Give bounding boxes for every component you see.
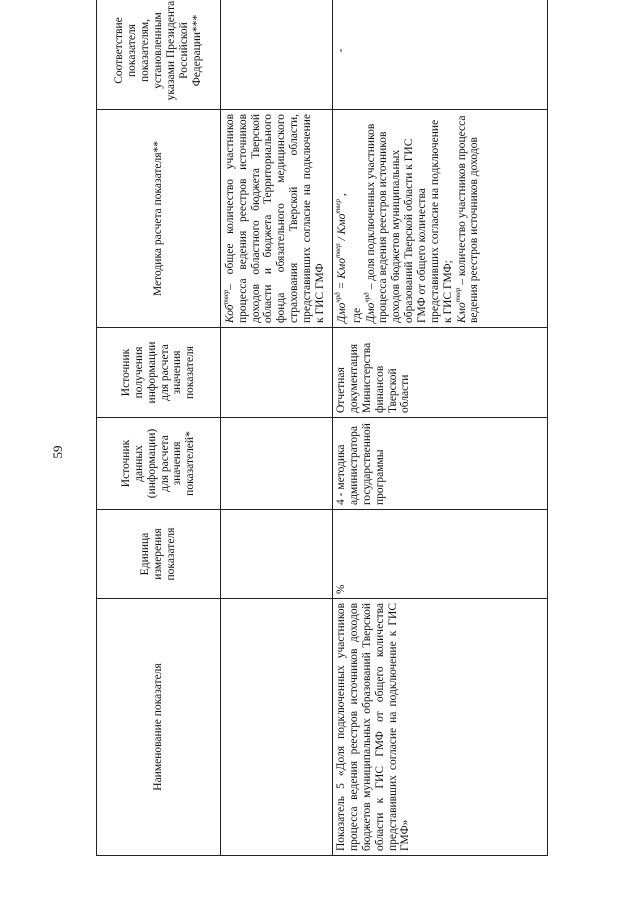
header-methodology: Методика расчета показателя** bbox=[97, 110, 221, 328]
where-label: где bbox=[350, 307, 363, 323]
continuation-text: – общее количество участников процесса ведения реестров источников доходов областного бюджета Тверской области и бюджета Территориального фонда обязательного медицинского страхования Тверской области, представивших согласие на подключение к ГИС ГМФ bbox=[223, 114, 326, 323]
continuation-cell: Коб$^{твер}$– общее количество участников процесса ведения реестров источников доходов областного бюджета Тверской области и бюджета Территориального фонда обязательного медицинского страхования Тверской области, представивших согласие на подключение к ГИС ГМФ bbox=[221, 110, 333, 328]
page-number: 59 bbox=[50, 445, 65, 459]
table-row-indicator-5 bbox=[333, 0, 548, 856]
header-unit: Единица измерения показателя bbox=[97, 510, 221, 599]
formula: Дмо$^{чрд}$ = Кмо$^{твер}$ / Кмо$^{твер}$ , bbox=[334, 193, 348, 323]
d-definition: Дмо$^{чрд}$ – доля подключенных участников процесса ведения реестров источников доходов бюджетов муниципальных образований Тверской области к ГИС ГМФ от общего количества представивших согласие на подключение к ГИС ГМФ; bbox=[362, 119, 454, 323]
indicator-compliance: - bbox=[333, 0, 548, 110]
indicator-name: Показатель 5 «Доля подключенных участников процесса ведения реестров источников доходов бюджетов муниципальных образований Тверской области к ГИС ГМФ от общего количества представивших согласие на подключение к ГИС ГМФ» bbox=[333, 599, 548, 856]
continuation-symbol: Коб bbox=[223, 304, 236, 323]
header-info-source: Источник получения информации для расчета значения показателя bbox=[97, 328, 221, 418]
indicator-unit: % bbox=[333, 510, 548, 599]
header-data-source: Источник данных (информации) для расчета значения показателей* bbox=[97, 418, 221, 510]
table-row-continuation bbox=[221, 0, 333, 856]
table-header-row bbox=[97, 0, 221, 856]
indicator-info-source: Отчетная документация Министерства финансов Тверской области bbox=[333, 328, 548, 418]
rotated-content bbox=[96, 0, 548, 856]
header-compliance: Соответствие показателя показателям, установленным указами Президента Российской Федерации*** bbox=[97, 0, 221, 110]
indicator-methodology bbox=[333, 110, 548, 328]
indicator-data-source: 4 - методика администратора государственной программы bbox=[333, 418, 548, 510]
indicator-table bbox=[96, 0, 548, 856]
k-definition: Кмо$^{твер}$ – количество участников процесса ведения реестров источников доходов bbox=[453, 115, 481, 323]
header-name: Наименование показателя bbox=[97, 599, 221, 856]
